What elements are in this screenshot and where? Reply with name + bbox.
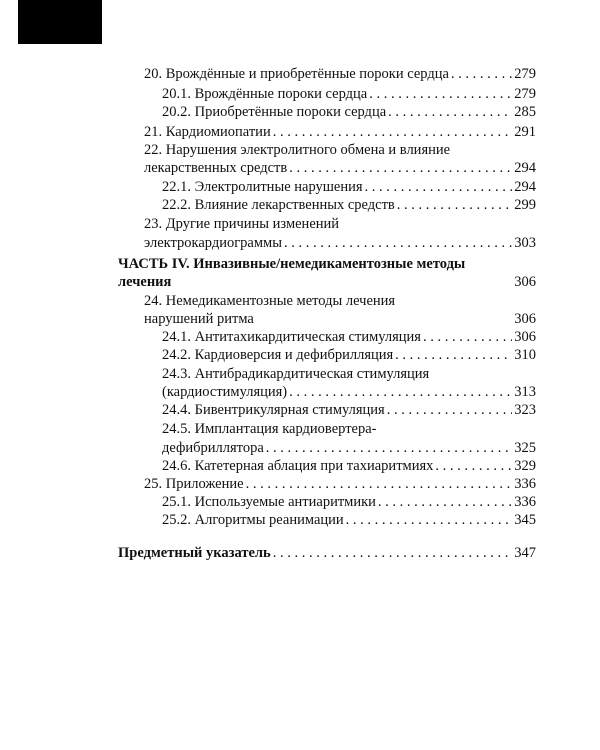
toc-title: 24.2. Кардиоверсия и дефибрилляция [162, 347, 394, 363]
toc-entry-24-4[interactable] [162, 402, 536, 418]
toc-entry-25-1[interactable] [162, 494, 536, 510]
toc-entry-20-2[interactable] [162, 104, 536, 120]
toc-entry-24[interactable] [144, 311, 536, 327]
toc-page: 279 [514, 86, 536, 102]
toc-page: 336 [514, 476, 536, 492]
dot-leader [346, 512, 513, 528]
dot-leader [246, 476, 513, 492]
toc-entry-24-3-line1: 24.3. Антибрадикардитическая стимуляция [162, 366, 430, 382]
toc-entry-24-line1: 24. Немедикаментозные методы лечения [144, 293, 396, 309]
dot-leader [369, 86, 512, 102]
toc-entry-25-2[interactable] [162, 512, 536, 528]
dot-leader [395, 347, 512, 363]
toc-entry-23[interactable] [144, 235, 536, 251]
toc-entry-21[interactable] [144, 124, 536, 140]
dot-leader [289, 160, 512, 176]
toc-entry-24-2[interactable] [162, 347, 536, 363]
dot-leader [387, 402, 513, 418]
toc-entry-24-3[interactable] [162, 384, 536, 400]
toc-entry-20[interactable] [144, 66, 536, 82]
toc-page: 299 [514, 197, 536, 213]
toc-entry-24-5[interactable] [162, 440, 536, 456]
dot-leader [365, 179, 513, 195]
toc-page: 303 [514, 235, 536, 251]
toc-title: 22.2. Влияние лекарственных средств [162, 197, 395, 213]
toc-page: 285 [514, 104, 536, 120]
toc-title: 20. Врождённые и приобретённые пороки сердца [144, 66, 449, 82]
toc-entry-24-6[interactable] [162, 458, 536, 474]
toc-entry-25[interactable] [144, 476, 536, 492]
toc-title: 25. Приложение [144, 476, 244, 492]
toc-title: 25.2. Алгоритмы реанимации [162, 512, 344, 528]
toc-title: 24.4. Бивентрикулярная стимуляция [162, 402, 385, 418]
toc-title: Предметный указатель [118, 545, 271, 561]
toc-title: 20.2. Приобретённые пороки сердца [162, 104, 387, 120]
dot-leader [423, 329, 512, 345]
toc-title: 22.1. Электролитные нарушения [162, 179, 363, 195]
dot-leader [284, 235, 512, 251]
toc-entry-subject-index[interactable] [118, 545, 536, 561]
dot-leader [435, 458, 512, 474]
dot-leader [289, 384, 512, 400]
toc-entry-20-1[interactable] [162, 86, 536, 102]
toc-page: 294 [514, 179, 536, 195]
toc-entry-22-line1: 22. Нарушения электролитного обмена и влияние [144, 142, 451, 158]
dot-leader [273, 545, 513, 561]
toc-page: 323 [514, 402, 536, 418]
toc-entry-22[interactable] [144, 160, 536, 176]
dot-leader [266, 440, 512, 456]
toc-title: 24.6. Катетерная аблация при тахиаритмиях [162, 458, 434, 474]
toc-entry-22-2[interactable] [162, 197, 536, 213]
toc-page: 347 [514, 545, 536, 561]
toc-entry-22-1[interactable] [162, 179, 536, 195]
toc-entry-24-5-line1: 24.5. Имплантация кардиовертера- [162, 421, 377, 437]
toc-entry-part-4[interactable] [118, 274, 536, 290]
toc-title: 25.1. Используемые антиаритмики [162, 494, 376, 510]
toc-page: 306 [514, 311, 536, 327]
toc-page: 313 [514, 384, 536, 400]
part-4-heading-line1: ЧАСТЬ IV. Инвазивные/немедикаментозные методы [118, 256, 466, 272]
toc-page: 345 [514, 512, 536, 528]
toc-title: нарушений ритма [144, 311, 254, 327]
toc-title: (кардиостимуляция) [162, 384, 288, 400]
toc-page: 329 [514, 458, 536, 474]
toc-title: лекарственных средств [144, 160, 288, 176]
toc-title: лечения [118, 274, 172, 290]
toc-title: электрокардиограммы [144, 235, 282, 251]
toc-title: 24.1. Антитахикардитическая стимуляция [162, 329, 421, 345]
toc-entry-23-line1: 23. Другие причины изменений [144, 216, 340, 232]
toc-page: 291 [514, 124, 536, 140]
toc-title: 20.1. Врождённые пороки сердца [162, 86, 368, 102]
toc-page: 310 [514, 347, 536, 363]
toc-page: 306 [514, 274, 536, 290]
toc-title: 21. Кардиомиопатии [144, 124, 271, 140]
dot-leader [451, 66, 512, 82]
toc-page: 279 [514, 66, 536, 82]
toc-page: 294 [514, 160, 536, 176]
toc-page: 325 [514, 440, 536, 456]
dot-leader [378, 494, 512, 510]
dot-leader [397, 197, 512, 213]
toc-entry-24-1[interactable] [162, 329, 536, 345]
dot-leader [388, 104, 512, 120]
toc-page: 336 [514, 494, 536, 510]
toc-page: 306 [514, 329, 536, 345]
dot-leader [273, 124, 513, 140]
toc-title: дефибриллятора [162, 440, 264, 456]
